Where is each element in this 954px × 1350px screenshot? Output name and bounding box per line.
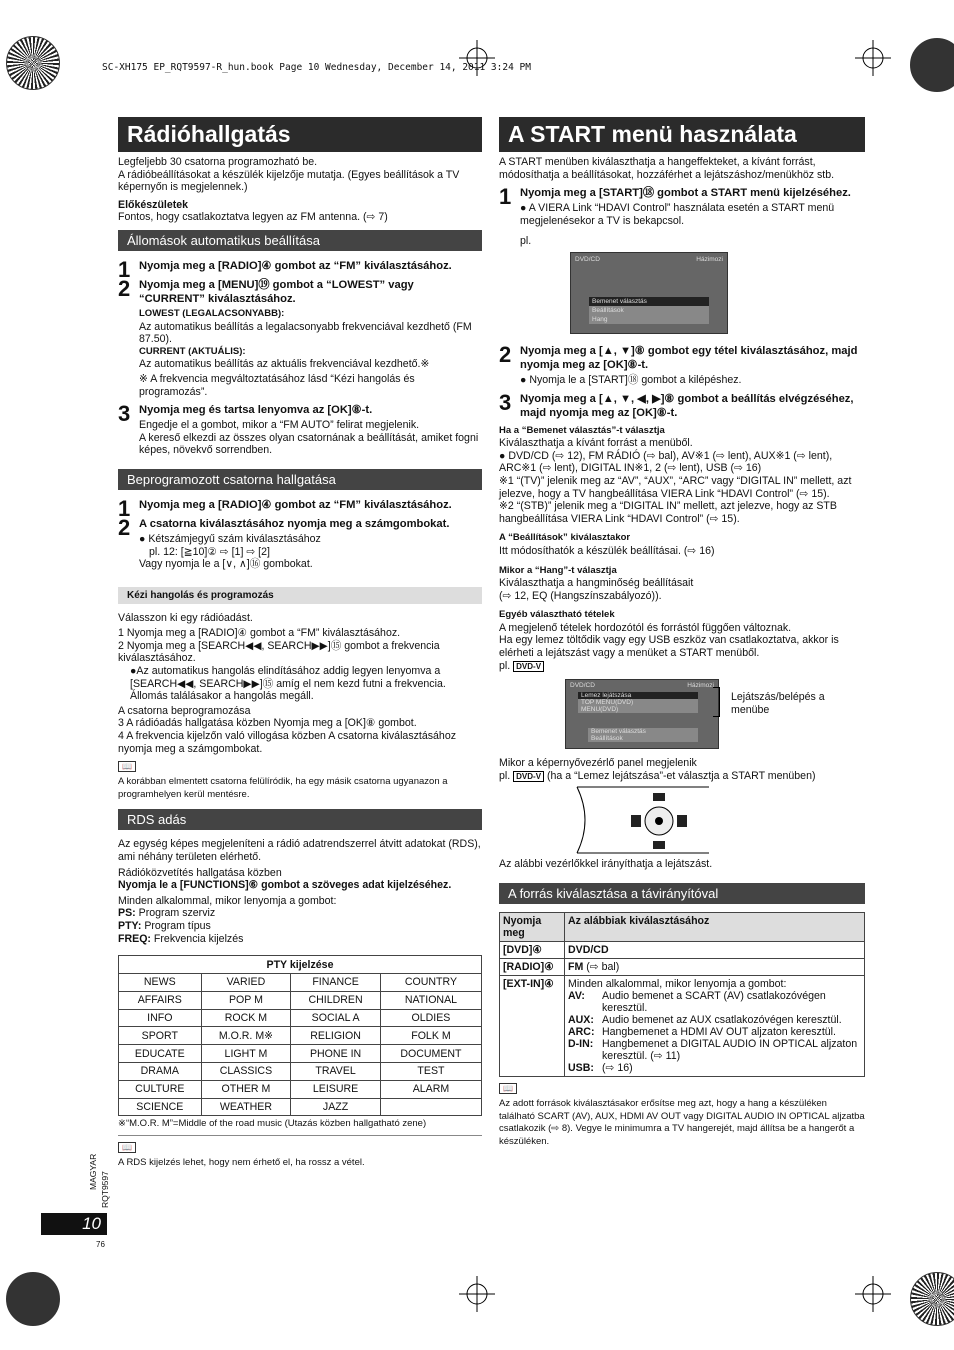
step-detail: ● A VIERA Link “HDAVI Control” használata esetén a START menü megjelenésekor a TV is bekapcsol. (520, 202, 835, 227)
current-heading: CURRENT (AKTUÁLIS): (139, 345, 246, 357)
color-rose-mark (6, 1272, 60, 1326)
subheading: Ha a “Bemenet választás”-t választja (499, 424, 665, 436)
registration-mark-icon (855, 40, 891, 76)
section-source-select: A forrás kiválasztása a távirányítóval (499, 883, 865, 904)
manual-line: ●Az automatikus hangolás elindításához addig legyen lenyomva a [SEARCH◀◀, SEARCH▶▶]⑮ amíg el nem kezd futni a frekvencia. Állomás találásakor a hangolás megáll. (130, 665, 446, 703)
prep-heading: Előkészületek (118, 198, 189, 211)
pty-cell: ROCK M (201, 1009, 291, 1027)
note-text: Az adott források kiválasztásakor erősítse meg azt, hogy a hang a készüléken található SCART (AV), AUX, HDMI AV OUT vagy DIGITAL AUDIO IN OPTICAL aljzatba csatlakozik (⇨ 8). Vegye le minimumra a TV hangerejét, majd állítsa be a hangerőt a készüléken. (499, 1098, 865, 1147)
pty-cell: PHONE IN (291, 1045, 381, 1063)
print-header: SC-XH175 EP_RQT9597-R_hun.book Page 10 Wednesday, December 14, 2011 3:24 PM (102, 62, 531, 73)
screen-callout-label: Lejátszás/belépés a menübe (731, 691, 825, 716)
table-header: Az alábbiak kiválasztásához (565, 913, 865, 942)
step: 2 A csatorna kiválasztásához nyomja meg a számgombokat. (118, 514, 450, 540)
text: A megjelenő tételek hordozótól és forrástól függően változnak. (499, 621, 792, 634)
pty-row (119, 1098, 482, 1116)
pty-footnote: ※“M.O.R. M”=Middle of the road music (Utazás közben hallgatható zene) (118, 1118, 427, 1130)
pty-cell: CULTURE (119, 1080, 202, 1098)
manual-line: 4 A frekvencia kijelzőn való villogása közben A csatorna kiválasztásához nyomja meg a számgombokat. (118, 730, 457, 755)
section-preset-listening: Beprogramozott csatorna hallgatása (118, 469, 482, 490)
pty-cell: NATIONAL (380, 991, 481, 1009)
pty-cell: ALARM (380, 1080, 481, 1098)
text: Ha egy lemez töltődik vagy egy USB eszköz van csatlakoztatva, akkor is elérheti a lejátszást vagy a menüket a START menüből. (499, 634, 839, 660)
current-text: Az automatikus beállítás az aktuális frekvenciával kezdhető.※ (139, 358, 430, 371)
step-detail: pl. 12: [≧10]② ⇨ [1] ⇨ [2] (149, 545, 270, 558)
rds-ps: PS: Program szerviz (118, 907, 216, 920)
pty-cell: DOCUMENT (380, 1045, 481, 1063)
step: 3 Nyomja meg és tartsa lenyomva az [OK]⑧-t. (118, 401, 373, 427)
footnote: ※1 “(TV)” jelenik meg az “AV”, “AUX”, “ARC” vagy “DIGITAL IN” mellett, azt jelezve, hogy a TV hangbeállítása VIERA Link “HDAVI Control” (⇨ 15). (499, 474, 852, 500)
pty-row (119, 991, 482, 1009)
left-column (118, 117, 482, 1170)
pty-cell: DRAMA (119, 1062, 202, 1080)
pty-cell: EDUCATE (119, 1045, 202, 1063)
footnote: ※ A frekvencia megváltoztatásához lásd “Kézi hangolás és programozás”. (139, 372, 415, 398)
book-note-icon: 📖 (118, 761, 136, 772)
pty-row (119, 1080, 482, 1098)
pty-cell: VARIED (201, 973, 291, 991)
side-language-label: MAGYAR (88, 1153, 98, 1190)
section-auto-tuning: Állomások automatikus beállítása (118, 230, 482, 251)
pty-cell: CHILDREN (291, 991, 381, 1009)
right-column (499, 117, 865, 1148)
source-option: USB: (⇨ 16) (568, 1062, 633, 1075)
text: Kiválaszthatja a kívánt forrást a menüből. (499, 437, 693, 450)
intro-text: A START menüben kiválaszthatja a hangeffekteket, a kívánt forrást, módosíthatja a beállításokat, hozzáférhet a lejátszáshoz/menükhöz stb. (499, 156, 835, 181)
page-title-radio: Rádióhallgatás (118, 117, 482, 152)
step: 1 Nyomja meg a [START]⑱ gombot a START menü kijelzéséhez. (499, 184, 851, 210)
pty-cell: AFFAIRS (119, 991, 202, 1009)
manual-line: 1 Nyomja meg a [RADIO]④ gombot a “FM” kiválasztásához. (118, 627, 401, 640)
pty-row (119, 973, 482, 991)
manual-line: A csatorna beprogramozása (118, 704, 251, 717)
pty-cell: M.O.R. M※ (201, 1027, 291, 1045)
step-detail: A kereső elkezdi az összes olyan csatornának a beállítását, amiket fogni képes, növekvő sorrendben. (139, 431, 479, 457)
side-code-label: RQT9597 (100, 1171, 110, 1208)
pty-cell (380, 1098, 481, 1116)
pty-cell: LIGHT M (201, 1045, 291, 1063)
pty-cell: TRAVEL (291, 1062, 381, 1080)
pty-row (119, 1062, 482, 1080)
example-label: pl. DVD-V (ha a “Lemez lejátszása”-et választja a START menüben) (499, 769, 816, 782)
start-menu-disc-example: DVD/CD Házimozi Lemez lejátszása TOP MENU(DVD) MENU(DVD) Bemenet választás Beállítások Lejátszás/belépés a menübe (499, 679, 865, 751)
pty-cell: JAZZ (291, 1098, 381, 1116)
pty-cell: CLASSICS (201, 1062, 291, 1080)
text: Az alábbi vezérlőkkel irányíthatja a lejátszást. (499, 858, 713, 871)
text: Mikor a képernyővezérlő panel megjelenik (499, 757, 697, 770)
source-option: AV: Audio bemenet a SCART (AV) csatlakozóvégen keresztül. (568, 990, 826, 1015)
intro-line: Legfeljebb 30 csatorna programozható be. (118, 156, 318, 168)
footnote: ※2 “(STB)” jelenik meg a “DIGITAL IN” mellett, azt jelezve, hogy az STB hangbeállítása VIERA Link “HDAVI Control” (⇨ 15). (499, 500, 837, 525)
pty-cell: OTHER M (201, 1080, 291, 1098)
rds-pty: PTY: Program típus (118, 919, 211, 932)
subheading: Mikor a “Hang”-t választja (499, 564, 617, 576)
table-row: [EXT-IN]④ Minden alkalommal, mikor lenyomja a gombot: AV: Audio bemenet a SCART (AV) csatlakozóvégen keresztül. AUX: Audio bemenet az AUX csatlakozóvégen keresztül. ARC: Hangbemenet a HDMI AV OUT aljzaton keresztül. D-IN: Hangbemenet a DIGITAL AUDIO IN OPTICAL aljzaton keresztül. (⇨ 11) USB: (⇨ 16) (500, 976, 865, 1077)
step: 2 Nyomja meg a [▲, ▼]⑧ gombot egy tétel kiválasztásához, majd nyomja meg az [OK]⑧-t. (499, 341, 858, 371)
example-label: pl. DVD-V (499, 660, 865, 674)
step: 1 Nyomja meg a [RADIO]④ gombot az “FM” kiválasztásához. (118, 256, 452, 282)
rds-text: Rádióközvetítés hallgatása közben (118, 866, 282, 879)
example-label: pl. (520, 235, 532, 248)
step: 3 Nyomja meg a [▲, ▼, ◀, ▶]⑧ gombot a beállítás elvégzéséhez, majd nyomja meg az [OK]⑧-t. (499, 389, 854, 419)
note-text: A RDS kijelzés lehet, hogy nem érhető el, ha rossz a vétel. (118, 1156, 365, 1168)
lowest-text: Az automatikus beállítás a legalacsonyabb frekvenciával kezdhető (FM 87.50). (139, 320, 472, 346)
pty-row (119, 1009, 482, 1027)
pty-cell: WEATHER (201, 1098, 291, 1116)
step: 2 Nyomja meg a [MENU]⑲ gombot a “LOWEST” vagy “CURRENT” kiválasztásához. (118, 275, 414, 305)
lowest-heading: LOWEST (LEGALACSONYABB): (139, 307, 285, 319)
rds-text: Az egység képes megjeleníteni a rádió adatrendszerrel átvitt adatokat (RDS), ami néhány területen elérhető. (118, 838, 481, 863)
manual-line: 3 A rádióadás hallgatása közben Nyomja meg a [OK]⑧ gombot. (118, 717, 417, 730)
registration-mark-icon (855, 1276, 891, 1312)
table-row: [RADIO]④ FM (⇨ bal) (500, 959, 865, 976)
step-detail: Vagy nyomja le a [∨, ∧]⑯ gombokat. (139, 558, 313, 571)
pty-cell: FINANCE (291, 973, 381, 991)
pty-cell: LEISURE (291, 1080, 381, 1098)
section-rds: RDS adás (118, 809, 482, 830)
book-note-icon: 📖 (118, 1142, 136, 1153)
table-header: Nyomja meg (500, 913, 565, 942)
step-detail: ● Nyomja le a [START]⑱ gombot a kilépéshez. (520, 373, 742, 386)
pty-cell: SOCIAL A (291, 1009, 381, 1027)
text: ● DVD/CD (⇨ 12), FM RÁDIÓ (⇨ bal), AV※1 (⇨ lent), AUX※1 (⇨ lent), ARC※1 (⇨ lent), DIGITAL IN※1, 2 (⇨ lent), USB (⇨ 16) (499, 449, 833, 475)
subheading: Egyéb választható tételek (499, 609, 615, 621)
color-rose-mark (910, 38, 954, 92)
book-note-icon: 📖 (499, 1083, 517, 1094)
pty-cell: FOLK M (380, 1027, 481, 1045)
pty-cell: SCIENCE (119, 1098, 202, 1116)
start-menu-screen-example: DVD/CD Házimozi Bemenet választás Beállítások Hang (570, 252, 728, 334)
table-row: [DVD]④ DVD/CD (500, 942, 865, 959)
manual-line: 2 Nyomja meg a [SEARCH◀◀, SEARCH▶▶]⑮ gombot a frekvencia kiválasztásához. (118, 639, 440, 665)
prep-text: Fontos, hogy csatlakoztatva legyen az FM antenna. (⇨ 7) (118, 211, 388, 224)
pty-cell: TEST (380, 1062, 481, 1080)
step-detail: ● Kétszámjegyű szám kiválasztásához (139, 532, 321, 545)
registration-mark-icon (459, 1276, 495, 1312)
source-option: AUX: Audio bemenet az AUX csatlakozóvégen keresztül. (568, 1014, 842, 1027)
page-bottom-number: 76 (96, 1240, 105, 1249)
text: (⇨ 12, EQ (Hangszínszabályozó)). (499, 589, 662, 602)
text: Itt módosíthatók a készülék beállításai. (⇨ 16) (499, 544, 715, 557)
rds-freq: FREQ: Frekvencia kijelzés (118, 932, 244, 945)
step-detail: Engedje el a gombot, mikor a “FM AUTO” felirat megjelenik. (139, 419, 420, 432)
pty-row (119, 1045, 482, 1063)
step: 1 Nyomja meg a [RADIO]④ gombot az “FM” kiválasztásához. (118, 495, 452, 521)
subsection-manual-tuning: Kézi hangolás és programozás (118, 587, 482, 604)
page-number: 10 (41, 1213, 107, 1235)
pty-cell: RELIGION (291, 1027, 381, 1045)
source-option: D-IN: Hangbemenet a DIGITAL AUDIO IN OPTICAL aljzaton keresztül. (⇨ 11) (568, 1038, 858, 1063)
on-screen-control-panel-icon (573, 785, 713, 855)
color-rose-mark (6, 36, 60, 90)
pty-cell: OLDIES (380, 1009, 481, 1027)
source-option: ARC: Hangbemenet a HDMI AV OUT aljzaton keresztül. (568, 1026, 836, 1039)
pty-cell: POP M (201, 991, 291, 1009)
pty-table (118, 955, 482, 1116)
pty-cell: SPORT (119, 1027, 202, 1045)
manual-line: Válasszon ki egy rádióadást. (118, 611, 253, 624)
text: Kiválaszthatja a hangminőség beállításait (499, 577, 694, 590)
source-select-table (499, 912, 865, 1077)
rds-text: Minden alkalommal, mikor lenyomja a gombot: (118, 894, 337, 907)
pty-cell: INFO (119, 1009, 202, 1027)
rds-instruction: Nyomja le a [FUNCTIONS]⑥ gombot a szöveges adat kijelzéséhez. (118, 879, 452, 892)
page-title-start-menu: A START menü használata (499, 117, 865, 152)
pty-cell: COUNTRY (380, 973, 481, 991)
pty-table-header: PTY kijelzése (119, 956, 482, 974)
pty-cell: NEWS (119, 973, 202, 991)
color-rose-mark (910, 1272, 954, 1326)
note-text: A korábban elmentett csatorna felülíródik, ha egy másik csatorna ugyanazon a programhelyen kerül mentésre. (118, 776, 448, 800)
subheading: A “Beállítások” kiválasztakor (499, 532, 631, 544)
intro-line: A rádióbeállításokat a készülék kijelzője mutatja. (Egyes beállítások a TV képernyőn is megjelennek.) (118, 168, 460, 194)
pty-row (119, 1027, 482, 1045)
